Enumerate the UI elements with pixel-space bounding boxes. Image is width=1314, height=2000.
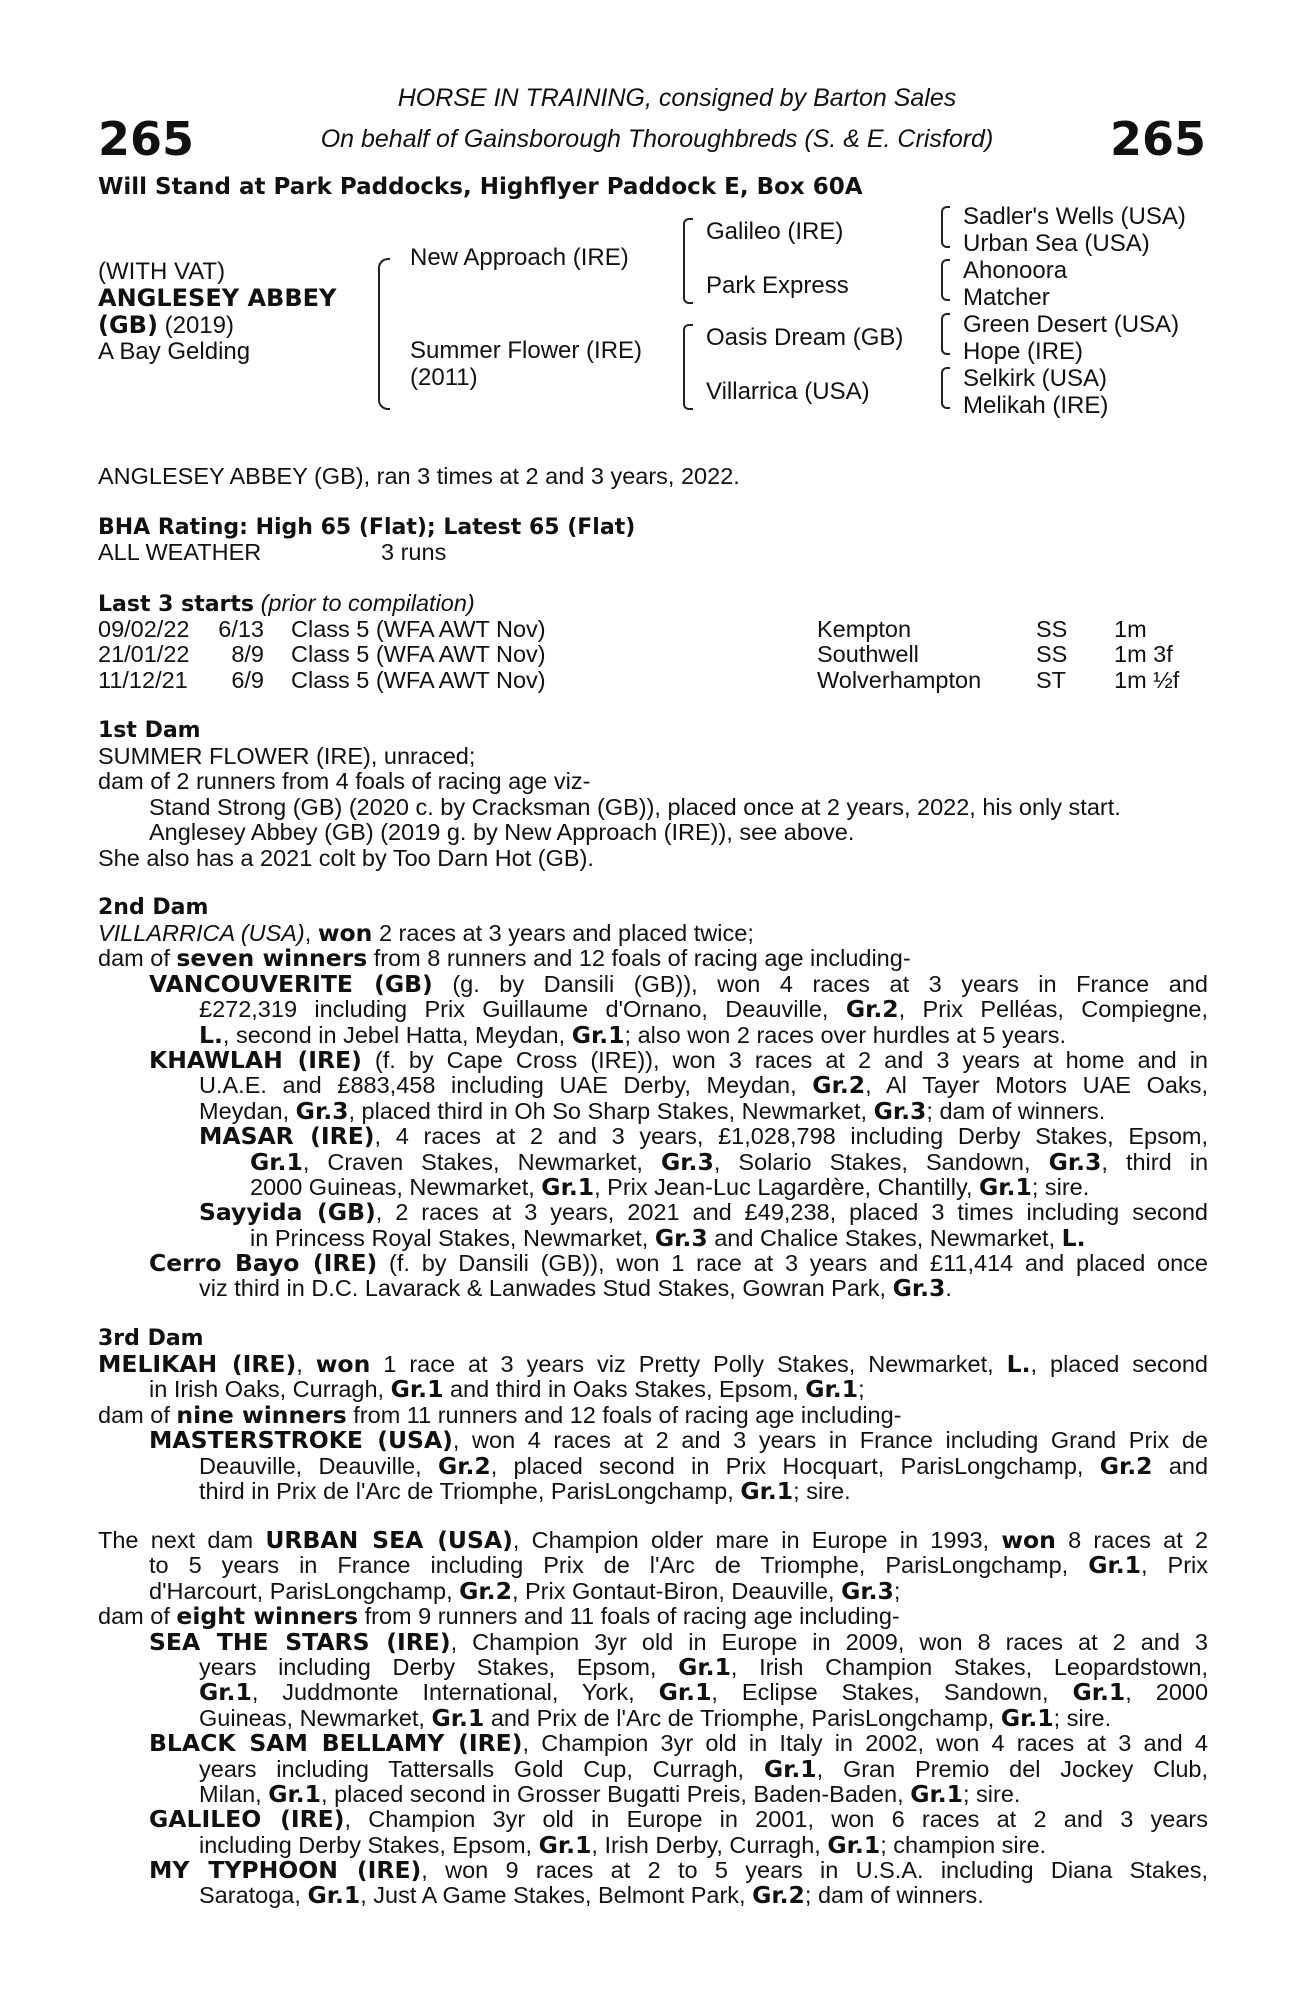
list-item: BLACK SAM BELLAMY (IRE), Champion 3yr old in Italy in 2002, won 4 races at 3 and 4 [149,1729,1208,1758]
second-dam-produce: dam of seven winners from 8 runners and 12 foals of racing age including- [98,944,911,973]
list-item: viz third in D.C. Lavarack & Lanwades Stud Stakes, Gowran Park, Gr.3. [199,1274,952,1303]
pedigree-brace-4 [941,206,950,248]
gg-5: Green Desert (USA) [963,311,1180,338]
sire-dam: Park Express [706,272,849,299]
second-dam-section [98,921,1208,1302]
start-date: 11/12/21 [98,666,188,693]
start-race: Class 5 (WFA AWT Nov) [291,641,546,668]
list-item: Milan, Gr.1, placed second in Grosser Bugatti Preis, Baden-Baden, Gr.1; sire. [199,1779,1021,1808]
lot-number-right: 265 [1109,112,1206,166]
next-dam-record: to 5 years in France including Prix de l'Arc de Triomphe, ParisLongchamp, Gr.1, Prix [149,1551,1208,1580]
list-item: Cerro Bayo (IRE) (f. by Dansili (GB)), won 1 race at 3 years and £11,414 and placed once [149,1249,1208,1278]
list-item: MASTERSTROKE (USA), won 4 races at 2 and 3 years in France including Grand Prix de [149,1426,1209,1455]
start-course: Wolverhampton [817,666,982,693]
gg-7: Selkirk (USA) [963,365,1108,392]
start-course: Southwell [817,641,919,668]
vat-label: (WITH VAT) [98,258,226,285]
race-summary: ANGLESEY ABBEY (GB), ran 3 times at 2 and 3 years, 2022. [98,463,740,489]
second-dam-record: VILLARRICA (USA), won 2 races at 3 years and placed twice; [98,919,754,947]
dam-dam: Villarrica (USA) [706,378,870,405]
pedigree-brace-7 [941,367,950,409]
gg-8: Melikah (IRE) [963,392,1109,419]
start-pos: 6/9 [231,666,264,693]
dam-sire: Oasis Dream (GB) [706,324,904,351]
start-going: ST [1036,666,1067,693]
list-item: Guineas, Newmarket, Gr.1 and Prix de l'Arc de Triomphe, ParisLongchamp, Gr.1; sire. [199,1703,1112,1732]
start-course: Kempton [817,616,912,642]
third-dam-section [98,1352,1208,1504]
start-pos: 6/13 [218,616,264,642]
list-item: third in Prix de l'Arc de Triomphe, ParisLongchamp, Gr.1; sire. [199,1476,851,1505]
third-dam-produce: dam of nine winners from 11 runners and 12 foals of racing age including- [98,1400,902,1429]
dam-year: (2011) [410,364,478,391]
horse-name-line [98,284,336,312]
start-race: Class 5 (WFA AWT Nov) [291,616,546,642]
list-item: U.A.E. and £883,458 including UAE Derby, Meydan, Gr.2, Al Tayer Motors UAE Oaks, [199,1071,1208,1100]
first-dam-line: dam of 2 runners from 4 foals of racing age viz- [98,768,591,795]
list-item: years including Derby Stakes, Epsom, Gr.1, Irish Champion Stakes, Leopardstown, [199,1652,1208,1681]
horse-year: (2019) [164,312,234,339]
list-item: years including Tattersalls Gold Cup, Curragh, Gr.1, Gran Premio del Jockey Club, [199,1754,1208,1783]
start-dist: 1m [1114,616,1147,642]
sire: New Approach (IRE) [410,244,629,271]
pedigree-brace-5 [941,259,950,301]
list-item: Sayyida (GB), 2 races at 3 years, 2021 and £49,238, placed 3 times including second [199,1198,1208,1227]
surface-label: ALL WEATHER [98,539,262,565]
last-starts-note: (prior to compilation) [260,590,475,616]
list-item: Saratoga, Gr.1, Just A Game Stakes, Belmont Park, Gr.2; dam of winners. [199,1881,984,1910]
list-item: L., second in Jebel Hatta, Meydan, Gr.1; also won 2 races over hurdles at 5 years. [199,1020,1067,1049]
pedigree-brace-2 [683,218,693,304]
list-item: Gr.1, Craven Stakes, Newmarket, Gr.3, Solario Stakes, Sandown, Gr.3, third in [250,1147,1209,1176]
sire-sire: Galileo (IRE) [706,218,844,245]
list-item: Gr.1, Juddmonte International, York, Gr.1, Eclipse Stakes, Sandown, Gr.1, 2000 [199,1678,1209,1707]
first-dam-line: Stand Strong (GB) (2020 c. by Cracksman (GB)), placed once at 2 years, 2022, his only start. [149,793,1121,820]
start-dist: 1m 3f [1114,641,1173,668]
last-starts-heading [98,591,475,617]
first-dam-line: She also has a 2021 colt by Too Darn Hot (GB). [98,844,594,871]
gg-2: Urban Sea (USA) [963,230,1150,257]
consignment-title: HORSE IN TRAINING, consigned by Barton Sales [397,84,957,112]
gg-4: Matcher [963,284,1050,311]
second-dam-heading: 2nd Dam [98,895,209,920]
next-dam-section [98,1528,1208,1909]
third-dam-heading: 3rd Dam [98,1326,204,1351]
bha-rating: BHA Rating: High 65 (Flat); Latest 65 (Flat) [98,515,636,540]
surface-runs: 3 runs [381,539,447,565]
start-race: Class 5 (WFA AWT Nov) [291,666,546,693]
list-item: £272,319 including Prix Guillaume d'Ornano, Deauville, Gr.2, Prix Pelléas, Compiegne, [199,995,1209,1024]
list-item: Meydan, Gr.3, placed third in Oh So Sharp Stakes, Newmarket, Gr.3; dam of winners. [199,1096,1106,1125]
consignor-line: On behalf of Gainsborough Thoroughbreds (S. & E. Crisford) [320,125,994,153]
third-dam-record: MELIKAH (IRE), won 1 race at 3 years viz Pretty Polly Stakes, Newmarket, L., placed second [98,1350,1208,1378]
horse-country: (GB) [98,311,158,339]
next-dam-record: d'Harcourt, ParisLongchamp, Gr.2, Prix Gontaut-Biron, Deauville, Gr.3; [149,1576,901,1605]
pedigree-brace-3 [683,324,693,410]
list-item: MY TYPHOON (IRE), won 9 races at 2 to 5 years in U.S.A. including Diana Stakes, [149,1856,1208,1885]
pedigree-brace-1 [378,258,390,410]
list-item: GALILEO (IRE), Champion 3yr old in Europe in 2001, won 6 races at 2 and 3 years [149,1805,1208,1834]
gg-3: Ahonoora [963,257,1068,284]
gg-1: Sadler's Wells (USA) [963,203,1186,230]
dam: Summer Flower (IRE) [410,337,643,364]
list-item: VANCOUVERITE (GB) (g. by Dansili (GB)), won 4 races at 3 years in France and [149,969,1208,998]
list-item: including Derby Stakes, Epsom, Gr.1, Irish Derby, Curragh, Gr.1; champion sire. [199,1830,1047,1859]
horse-name: ANGLESEY ABBEY [98,284,337,312]
first-dam-line: SUMMER FLOWER (IRE), unraced; [98,743,476,769]
next-dam-produce: dam of eight winners from 9 runners and 11 foals of racing age including- [98,1602,900,1631]
start-going: SS [1036,616,1068,642]
start-date: 09/02/22 [98,616,190,642]
start-pos: 8/9 [231,641,264,668]
first-dam-heading: 1st Dam [98,718,201,743]
third-dam-record: in Irish Oaks, Curragh, Gr.1 and third in Oaks Stakes, Epsom, Gr.1; [149,1375,865,1404]
horse-description: A Bay Gelding [98,338,251,365]
list-item: Deauville, Deauville, Gr.2, placed second in Prix Hocquart, ParisLongchamp, Gr.2 and [199,1451,1209,1480]
stand-location: Will Stand at Park Paddocks, Highflyer Paddock E, Box 60A [98,174,863,200]
list-item: 2000 Guineas, Newmarket, Gr.1, Prix Jean-Luc Lagardère, Chantilly, Gr.1; sire. [250,1172,1090,1201]
next-dam-record: The next dam URBAN SEA (USA), Champion older mare in Europe in 1993, won 8 races at 2 [98,1526,1209,1554]
gg-6: Hope (IRE) [963,338,1084,365]
lot-number-left: 265 [98,112,195,166]
list-item: in Princess Royal Stakes, Newmarket, Gr.3 and Chalice Stakes, Newmarket, L. [250,1223,1086,1252]
start-dist: 1m ½f [1114,666,1180,693]
last-starts-title: Last 3 starts [98,592,255,617]
start-date: 21/01/22 [98,641,190,668]
list-item: SEA THE STARS (IRE), Champion 3yr old in Europe in 2009, won 8 races at 2 and 3 [149,1627,1208,1656]
list-item: MASAR (IRE), 4 races at 2 and 3 years, £1,028,798 including Derby Stakes, Epsom, [199,1122,1208,1151]
list-item: KHAWLAH (IRE) (f. by Cape Cross (IRE)), won 3 races at 2 and 3 years at home and in [149,1045,1208,1074]
pedigree-brace-6 [941,313,950,355]
horse-origin-line [98,311,234,340]
start-going: SS [1036,641,1068,668]
first-dam-line: Anglesey Abbey (GB) (2019 g. by New Approach (IRE)), see above. [149,819,855,846]
first-dam-section [98,744,1208,871]
